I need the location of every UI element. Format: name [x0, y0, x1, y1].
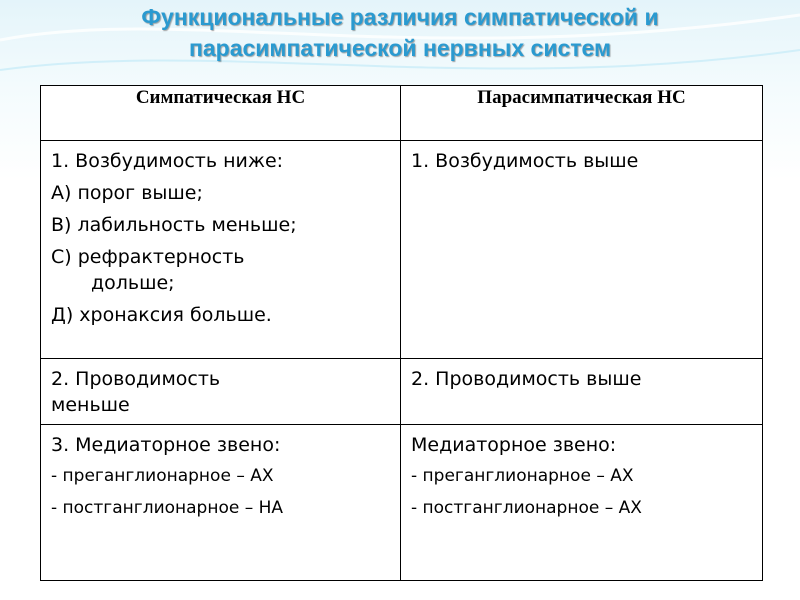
table-row-conductivity [41, 359, 763, 425]
slide-title-line-1: Функциональные различия симпатической и [141, 4, 659, 30]
cell-line: - преганглионарное – АХ [51, 466, 274, 486]
cell-line: Д) хронаксия больше. [51, 304, 272, 326]
cell-line: - преганглионарное – АХ [411, 466, 634, 486]
header-sympathetic: Симпатическая НС [41, 86, 401, 141]
cell-line: В) лабильность меньше; [51, 214, 297, 236]
cell-line: А) порог выше; [51, 182, 203, 204]
cell-parasympathetic-conductivity [401, 359, 763, 425]
cell-line: - постганглионарное – НА [51, 498, 284, 518]
cell-line: Медиаторное звено: [411, 434, 617, 456]
header-parasympathetic: Парасимпатическая НС [401, 86, 763, 141]
cell-line: С) рефрактерность [51, 246, 245, 268]
cell-line: 2. Проводимость выше [411, 368, 642, 390]
cell-line: 3. Медиаторное звено: [51, 434, 281, 456]
cell-line: 2. Проводимость [51, 368, 221, 390]
cell-parasympathetic-mediator [401, 425, 763, 581]
table-row-mediator [41, 425, 763, 581]
slide-title-line-2: парасимпатической нервных систем [188, 35, 612, 61]
cell-parasympathetic-excitability [401, 141, 763, 359]
cell-line: - постганглионарное – АХ [411, 498, 642, 518]
cell-sympathetic-conductivity [41, 359, 401, 425]
cell-line: 1. Возбудимость ниже: [51, 150, 284, 172]
cell-line: меньше [51, 394, 130, 416]
table-header-row [41, 86, 763, 141]
cell-line: 1. Возбудимость выше [411, 150, 639, 172]
slide-title [0, 2, 800, 64]
cell-sympathetic-mediator [41, 425, 401, 581]
cell-sympathetic-excitability [41, 141, 401, 359]
cell-line: дольше; [91, 272, 175, 294]
comparison-table [40, 85, 763, 581]
table-row-excitability [41, 141, 763, 359]
